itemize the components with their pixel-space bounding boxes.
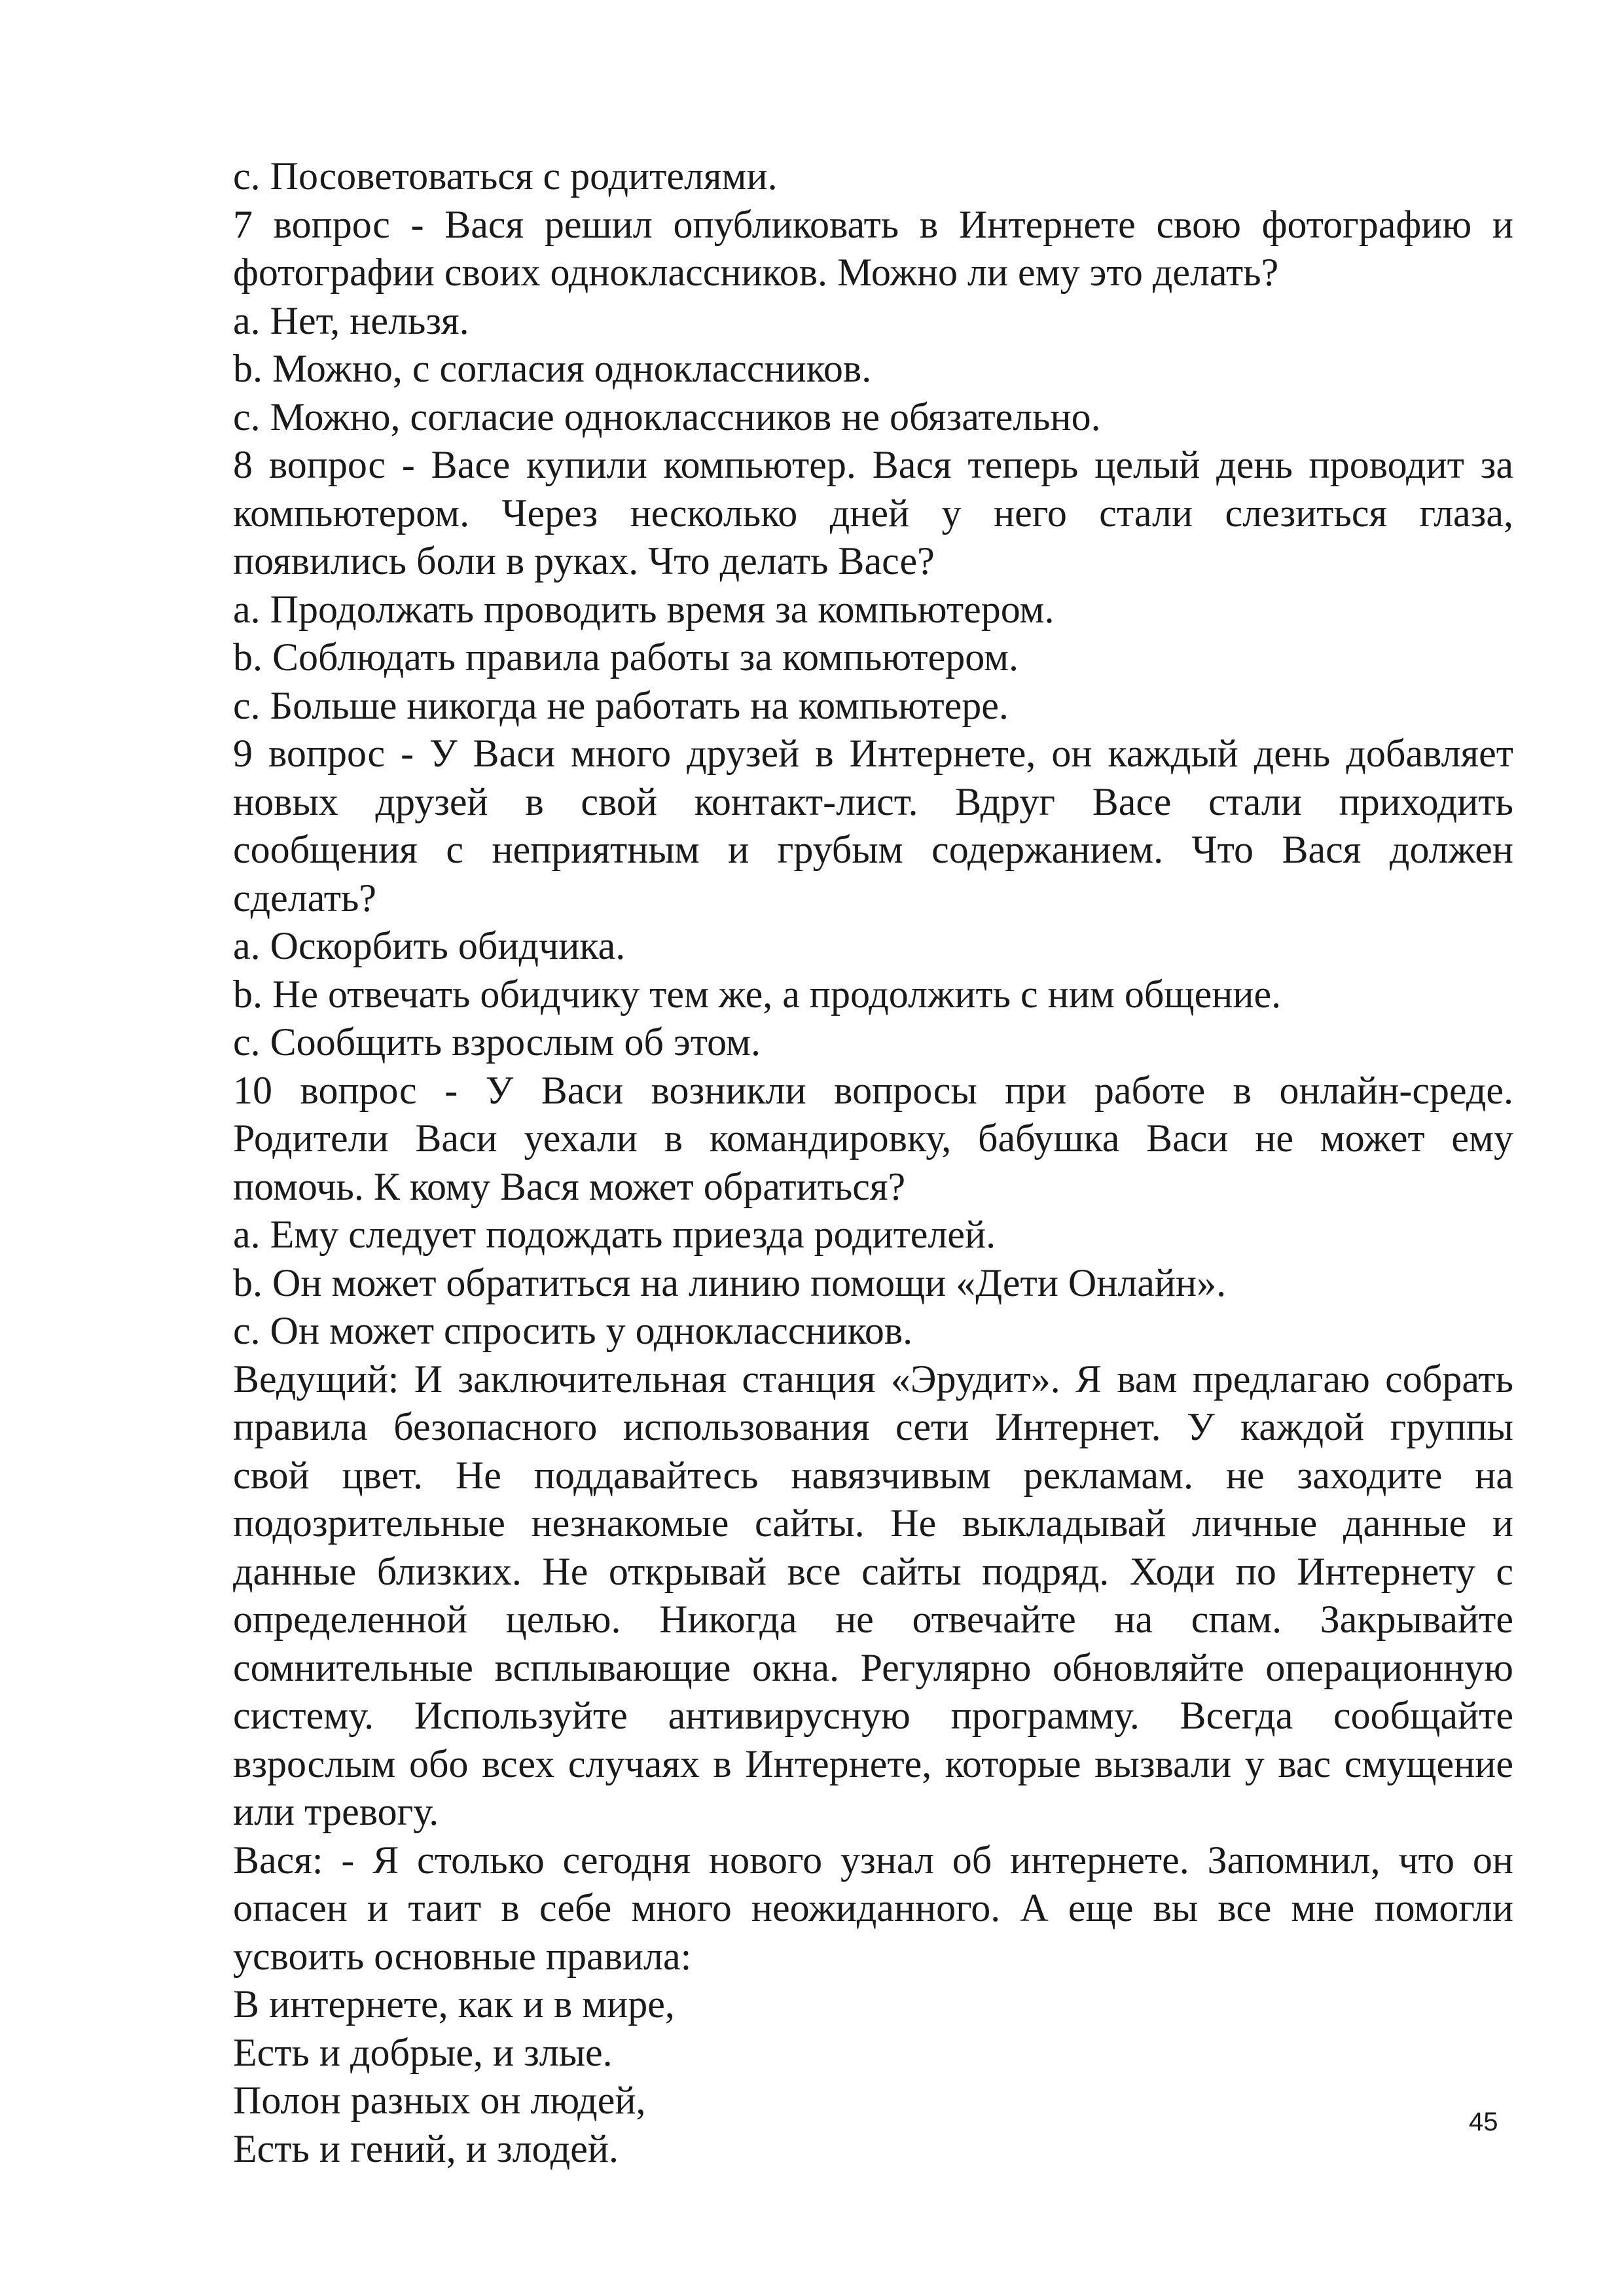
text-line: b. Он может обратиться на линию помощи «Дети Онлайн».: [233, 1261, 1227, 1304]
text-line: сделать?: [233, 876, 377, 920]
text-line: усвоить основные правила:: [233, 1934, 692, 1978]
text-line: сомнительные всплывающие окна. Регулярно обновляйте операционную: [233, 1645, 1513, 1689]
text-line: систему. Используйте антивирусную программу. Всегда сообщайте: [233, 1694, 1513, 1737]
text-line: определенной целью. Никогда не отвечайте на спам. Закрывайте: [233, 1598, 1513, 1641]
text-line: c. Посоветоваться с родителями.: [233, 154, 778, 198]
text-line: 10 вопрос - У Васи возникли вопросы при работе в онлайн-среде.: [233, 1068, 1513, 1112]
text-line: данные близких. Не открывай все сайты подряд. Ходи по Интернету с: [233, 1549, 1513, 1593]
text-line: a. Оскорбить обидчика.: [233, 924, 626, 967]
text-line: c. Можно, согласие одноклассников не обязательно.: [233, 395, 1101, 439]
text-line: Есть и гений, и злодей.: [233, 2126, 619, 2170]
text-line: появились боли в руках. Что делать Васе?: [233, 539, 935, 583]
text-line: новых друзей в свой контакт-лист. Вдруг Васе стали приходить: [233, 780, 1513, 823]
text-line: 8 вопрос - Васе купили компьютер. Вася теперь целый день проводит за: [233, 443, 1513, 486]
text-line: Вася: - Я столько сегодня нового узнал об интернете. Запомнил, что он: [233, 1838, 1513, 1882]
text-line: В интернете, как и в мире,: [233, 1982, 675, 2026]
text-line: a. Нет, нельзя.: [233, 298, 469, 342]
text-line: b. Можно, с согласия одноклассников.: [233, 347, 872, 390]
text-line: или тревогу.: [233, 1790, 439, 1833]
text-line: сообщения с неприятным и грубым содержанием. Что Вася должен: [233, 828, 1513, 871]
text-line: помочь. К кому Вася может обратиться?: [233, 1164, 906, 1208]
text-line: опасен и таит в себе много неожиданного. А еще вы все мне помогли: [233, 1886, 1513, 1929]
text-line: a. Продолжать проводить время за компьютером.: [233, 587, 1055, 631]
text-line: c. Сообщить взрослым об этом.: [233, 1020, 761, 1064]
text-line: Ведущий: И заключительная станция «Эрудит». Я вам предлагаю собрать: [233, 1357, 1513, 1401]
text-line: Есть и добрые, и злые.: [233, 2030, 613, 2074]
text-line: Родители Васи уехали в командировку, бабушка Васи не может ему: [233, 1117, 1513, 1160]
text-line: правила безопасного использования сети Интернет. У каждой группы: [233, 1405, 1513, 1448]
text-line: подозрительные незнакомые сайты. Не выкладывай личные данные и: [233, 1501, 1513, 1545]
text-line: Полон разных он людей,: [233, 2079, 646, 2122]
text-line: взрослым обо всех случаях в Интернете, которые вызвали у вас смущение: [233, 1742, 1513, 1785]
text-line: свой цвет. Не поддавайтесь навязчивым рекламам. не заходите на: [233, 1453, 1513, 1497]
text-line: c. Больше никогда не работать на компьютере.: [233, 683, 1009, 727]
text-line: b. Соблюдать правила работы за компьютером.: [233, 636, 1019, 679]
text-line: компьютером. Через несколько дней у него стали слезиться глаза,: [233, 491, 1513, 535]
document-body: [233, 152, 1513, 2173]
text-line: 7 вопрос - Вася решил опубликовать в Интернете свою фотографию и: [233, 202, 1513, 246]
text-line: 9 вопрос - У Васи много друзей в Интернете, он каждый день добавляет: [233, 732, 1513, 775]
page-number: 45: [1469, 2108, 1498, 2136]
text-line: a. Ему следует подождать приезда родителей.: [233, 1213, 996, 1256]
text-line: фотографии своих одноклассников. Можно ли ему это делать?: [233, 251, 1279, 294]
text-line: c. Он может спросить у одноклассников.: [233, 1309, 913, 1352]
text-line: b. Не отвечать обидчику тем же, а продолжить с ним общение.: [233, 972, 1282, 1016]
